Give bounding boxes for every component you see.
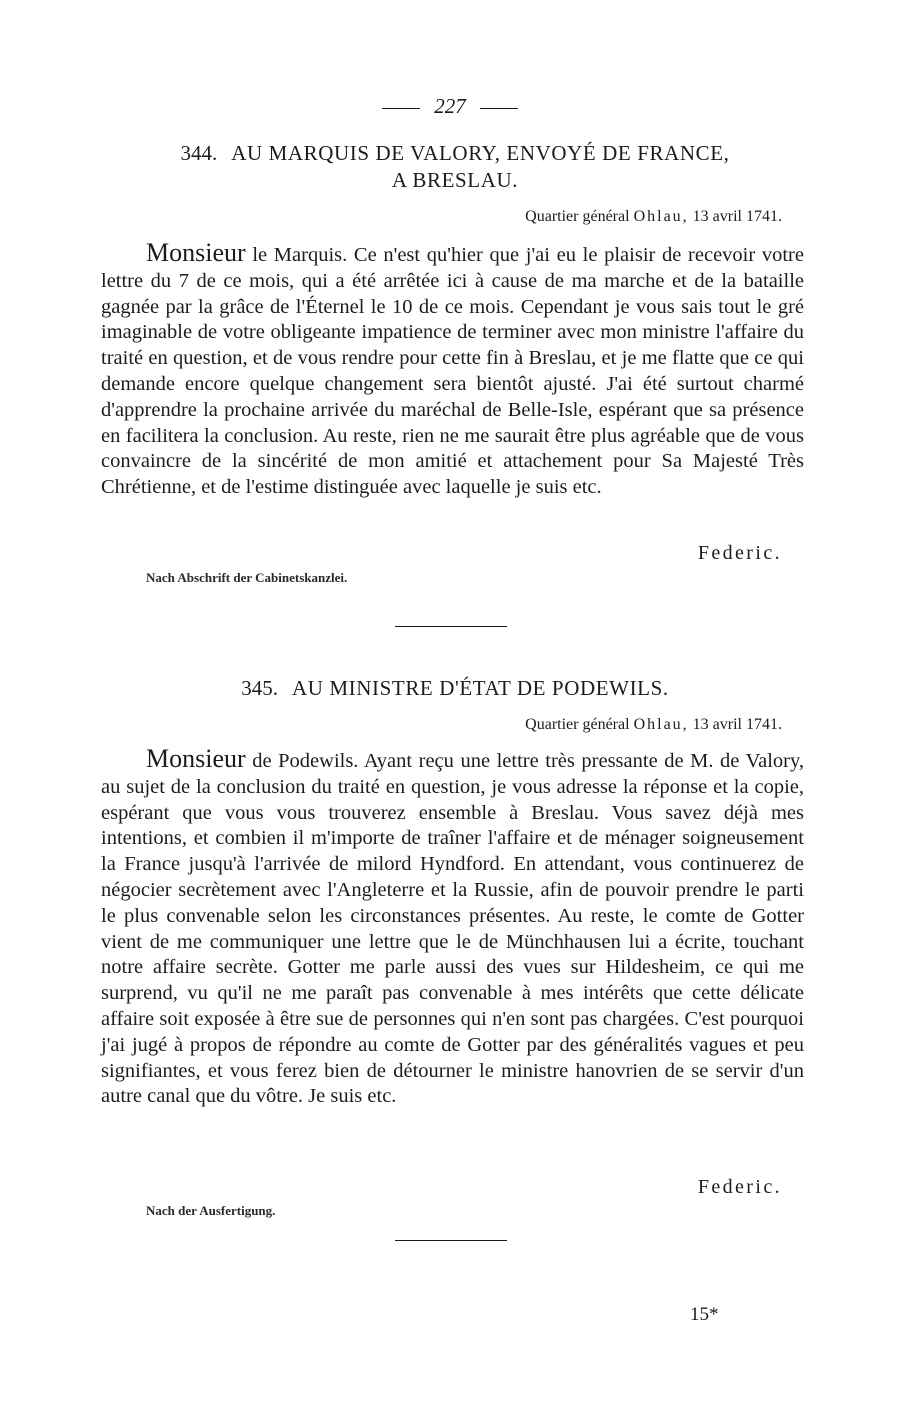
salutation: Monsieur [146,238,246,267]
letter-344-body [101,240,804,501]
section-separator [395,1240,507,1241]
body-text: de Podewils. Ayant reçu une lettre très pressante de M. de Valory, au sujet de la conclusion du traité en question, je vous adresse la réponse et la copie, espérant que vous vous trouverez ensemble à Breslau. Vous savez déjà mes intentions, et combien il m'importe de traîner l'affaire et de ménager soigneusement la France jusqu'à l'arrivée de milord Hyndford. En attendant, vous continuerez de négocier secrètement avec l'Angleterre et la Russie, afin de pouvoir prendre le parti le plus convenable selon les circonstances présentes. Au reste, le comte de Gotter vient de me communiquer une lettre que le de Münchhausen lui a écrite, touchant notre affaire secrète. Gotter me parle aussi des vues sur Hildesheim, ce qui me surprend, vu qu'il ne me paraît pas convenable à mes intérêts que cette délicate affaire soit exposée à être sue de personnes qui n'en sont pas chargées. C'est pourquoi j'ai jugé à propos de répondre au comte de Gotter par des généralités vagues et peu signifiantes, et vous ferez bien de détourner le ministre hanovrien de se servir d'un autre canal que du vôtre. Je suis etc. [101,750,805,1108]
letter-344-dateline [525,208,782,226]
letter-344-source-note: Nach Abschrift der Cabinetskanzlei. [146,570,348,585]
letter-345-heading [90,675,820,702]
letter-344-heading [90,140,820,194]
letter-number: 345. [241,676,279,700]
letter-345-dateline [525,716,782,734]
letter-title-line2: A BRESLAU. [391,168,519,192]
page-number: 227 [434,94,466,118]
letter-number: 344. [180,141,218,165]
sheet-signature-mark: 15* [690,1304,719,1325]
salutation: Monsieur [146,744,246,773]
letter-344-signature: Federic. [697,542,782,564]
letter-title: AU MINISTRE D'ÉTAT DE PODEWILS. [292,676,669,700]
right-dash [480,108,518,109]
dateline-date: 13 avril 1741. [692,716,782,733]
letter-345-signature: Federic. [697,1176,782,1198]
section-separator [395,626,507,627]
left-dash [382,108,420,109]
dateline-prefix: Quartier général [525,716,630,733]
dateline-place: Ohlau, [633,716,689,733]
body-text: le Marquis. Ce n'est qu'hier que j'ai eu le plaisir de recevoir votre lettre du 7 de ce mois, qui a été arrêtée ici à cause de ma marche et de la bataille gagnée par la grâce de l'Éternel le 10 de ce mois. Cependant je vous sais tout le gré imaginable de votre obligeante impatience de terminer avec mon ministre l'affaire du traité en question, et de vous rendre pour cette fin à Breslau, et je me flatte que ce qui demande encore quelque changement sera bientôt ajusté. J'ai été surtout charmé d'apprendre la prochaine arrivée du maréchal de Belle-Isle, espérant que sa présence en facilitera la conclusion. Au reste, rien ne me saurait être plus agréable que de vous convaincre de la sincérité de mon amitié et attachement pour Sa Majesté Très Chrétienne, et de l'estime distinguée avec laquelle je suis etc. [101,244,804,499]
dateline-prefix: Quartier général [525,208,630,225]
letter-345-body [101,746,804,1110]
letter-345-source-note: Nach der Ausfertigung. [146,1203,276,1218]
dateline-place: Ohlau, [633,208,689,225]
page-number-line [0,94,900,119]
letter-title: AU MARQUIS DE VALORY, ENVOYÉ DE FRANCE, [231,141,730,165]
dateline-date: 13 avril 1741. [692,208,782,225]
